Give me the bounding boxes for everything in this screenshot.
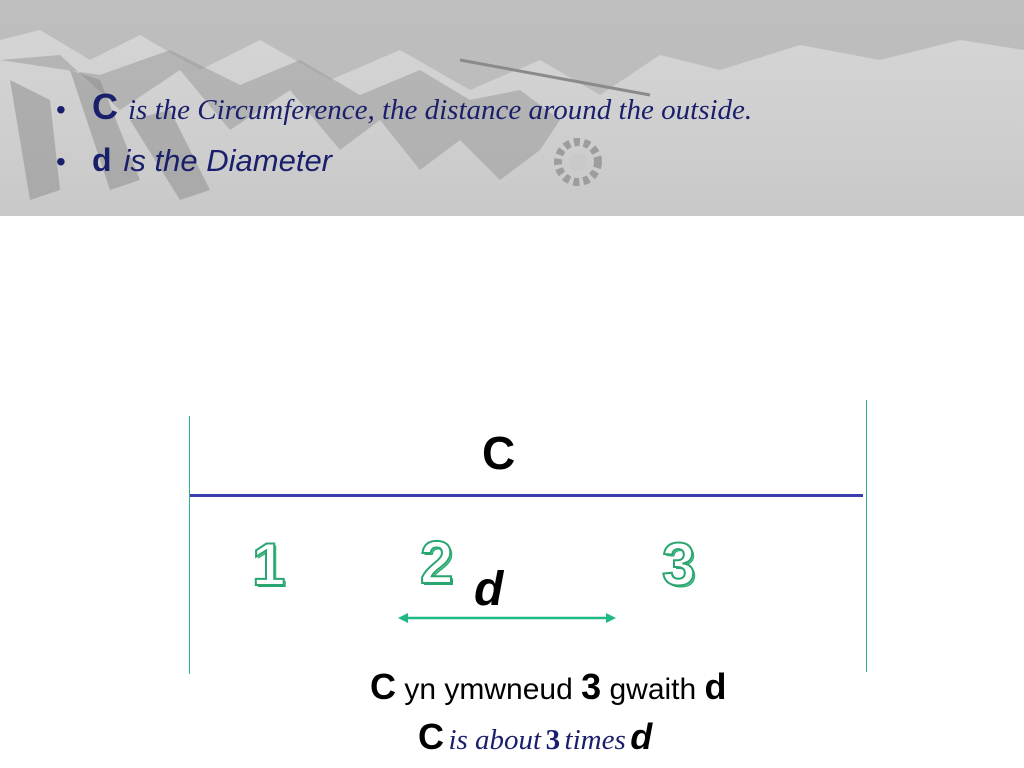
caption-d: d [704, 666, 727, 707]
caption-english [418, 716, 652, 758]
left-boundary-line [189, 416, 190, 674]
caption-d: d [630, 716, 653, 757]
caption-text: is about [448, 724, 542, 756]
caption-c: C [418, 716, 444, 757]
bullet-dot: • [56, 94, 66, 125]
bullet-diameter [56, 142, 752, 198]
bullet-circumference [56, 86, 752, 142]
count-number: 1 [252, 531, 286, 598]
bullet-list [56, 86, 752, 198]
caption-c: C [370, 666, 396, 707]
bullet-key: C [92, 86, 118, 127]
circumference-line [190, 494, 863, 497]
caption-number: 3 [545, 724, 561, 756]
circumference-label: C [482, 427, 516, 479]
diameter-label: d [474, 563, 504, 616]
caption-text: times [564, 724, 626, 756]
caption-number: 3 [581, 666, 602, 707]
caption-text: yn ymwneud [404, 673, 573, 706]
caption-text: gwaith [609, 673, 697, 706]
bullet-dot: • [56, 146, 66, 177]
bullet-text: is the Diameter [123, 143, 333, 178]
diameter-arrow [396, 606, 618, 630]
bullet-text: is the Circumference, the distance around the outside. [128, 94, 753, 126]
caption-welsh [370, 666, 727, 708]
count-number: 3 [662, 531, 696, 598]
bullet-key: d [92, 142, 112, 178]
right-boundary-line [866, 400, 867, 672]
count-number: 2 [420, 529, 454, 596]
